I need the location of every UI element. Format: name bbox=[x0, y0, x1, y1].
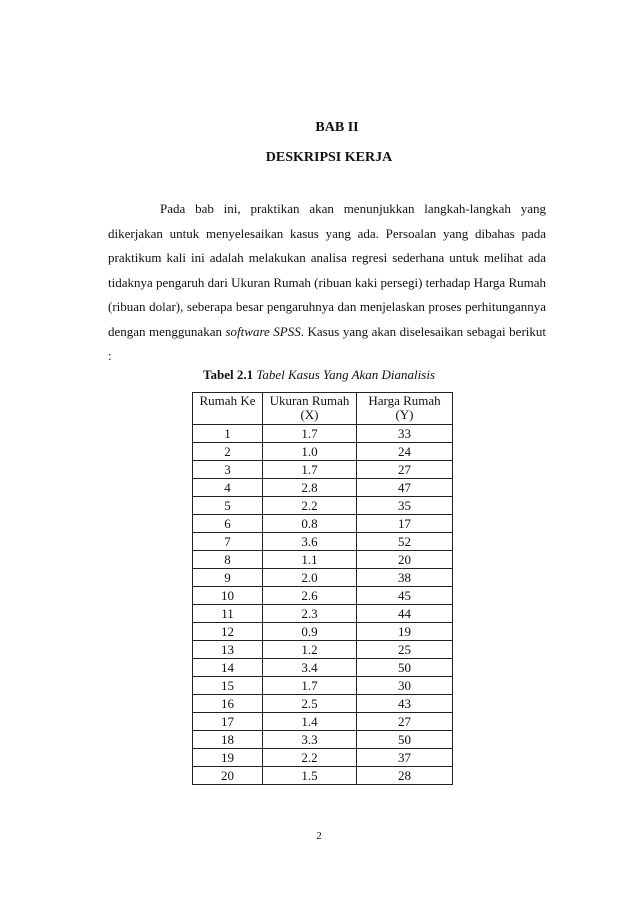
cell-rumah-ke: 2 bbox=[193, 443, 263, 461]
table-row bbox=[193, 731, 453, 749]
cell-harga-rumah: 43 bbox=[357, 695, 453, 713]
header-harga-rumah bbox=[357, 393, 453, 425]
cell-ukuran-rumah: 2.3 bbox=[263, 605, 357, 623]
table-row bbox=[193, 623, 453, 641]
header-rumah-ke bbox=[193, 393, 263, 425]
cell-rumah-ke: 11 bbox=[193, 605, 263, 623]
header-rumah-ke-text: Rumah Ke bbox=[199, 393, 256, 408]
cell-ukuran-rumah: 2.2 bbox=[263, 749, 357, 767]
cell-rumah-ke: 17 bbox=[193, 713, 263, 731]
paragraph-text-before: Pada bab ini, praktikan akan menunjukkan langkah-langkah yang dikerjakan untuk menyelesaikan kasus yang ada. Persoalan yang dibahas pada praktikum kali ini adalah melakukan analisa regresi sederhana untuk melihat ada tidaknya pengaruh dari Ukuran Rumah (ribuan kaki persegi) terhadap Harga Rumah (ribuan dolar), seberapa besar pengaruhnya dan menjelaskan proses perhitungannya dengan menggunakan bbox=[108, 201, 547, 339]
cell-rumah-ke: 7 bbox=[193, 533, 263, 551]
cell-ukuran-rumah: 2.8 bbox=[263, 479, 357, 497]
cell-ukuran-rumah: 3.3 bbox=[263, 731, 357, 749]
table-row bbox=[193, 677, 453, 695]
cell-rumah-ke: 1 bbox=[193, 425, 263, 443]
cell-rumah-ke: 3 bbox=[193, 461, 263, 479]
table-caption bbox=[0, 367, 638, 383]
cell-harga-rumah: 37 bbox=[357, 749, 453, 767]
cell-harga-rumah: 19 bbox=[357, 623, 453, 641]
table-caption-label: Tabel 2.1 bbox=[202, 367, 254, 382]
page-number: 2 bbox=[316, 830, 322, 842]
cell-harga-rumah: 27 bbox=[357, 713, 453, 731]
cell-harga-rumah: 30 bbox=[357, 677, 453, 695]
intro-paragraph bbox=[108, 197, 546, 369]
cell-harga-rumah: 47 bbox=[357, 479, 453, 497]
cell-ukuran-rumah: 3.4 bbox=[263, 659, 357, 677]
cell-rumah-ke: 13 bbox=[193, 641, 263, 659]
table-row bbox=[193, 713, 453, 731]
header-ukuran-rumah bbox=[263, 393, 357, 425]
cell-ukuran-rumah: 1.7 bbox=[263, 677, 357, 695]
table-row bbox=[193, 533, 453, 551]
cell-ukuran-rumah: 1.2 bbox=[263, 641, 357, 659]
table-row bbox=[193, 497, 453, 515]
cell-rumah-ke: 8 bbox=[193, 551, 263, 569]
cell-rumah-ke: 14 bbox=[193, 659, 263, 677]
cell-harga-rumah: 44 bbox=[357, 605, 453, 623]
cell-rumah-ke: 10 bbox=[193, 587, 263, 605]
cell-rumah-ke: 5 bbox=[193, 497, 263, 515]
cell-rumah-ke: 6 bbox=[193, 515, 263, 533]
header-ukuran-rumah-unit: (X) bbox=[300, 407, 319, 422]
cell-harga-rumah: 17 bbox=[357, 515, 453, 533]
table-row bbox=[193, 605, 453, 623]
cell-ukuran-rumah: 1.1 bbox=[263, 551, 357, 569]
paragraph-text-after: . Kasus yang akan diselesaikan sebagai berikut : bbox=[108, 323, 547, 363]
cell-harga-rumah: 52 bbox=[357, 533, 453, 551]
table-row bbox=[193, 569, 453, 587]
table-header-row bbox=[193, 393, 453, 425]
table-row bbox=[193, 695, 453, 713]
cell-harga-rumah: 25 bbox=[357, 641, 453, 659]
table-row bbox=[193, 425, 453, 443]
table-row bbox=[193, 551, 453, 569]
cell-rumah-ke: 20 bbox=[193, 767, 263, 785]
cell-ukuran-rumah: 1.7 bbox=[263, 425, 357, 443]
header-harga-rumah-text: Harga Rumah bbox=[368, 393, 441, 408]
cell-rumah-ke: 9 bbox=[193, 569, 263, 587]
cell-harga-rumah: 28 bbox=[357, 767, 453, 785]
cell-ukuran-rumah: 3.6 bbox=[263, 533, 357, 551]
cell-rumah-ke: 16 bbox=[193, 695, 263, 713]
cell-harga-rumah: 33 bbox=[357, 425, 453, 443]
table-row bbox=[193, 479, 453, 497]
table-row bbox=[193, 587, 453, 605]
table-row bbox=[193, 443, 453, 461]
cell-ukuran-rumah: 1.0 bbox=[263, 443, 357, 461]
table-row bbox=[193, 515, 453, 533]
cell-ukuran-rumah: 2.5 bbox=[263, 695, 357, 713]
table-row bbox=[193, 767, 453, 785]
cell-ukuran-rumah: 1.5 bbox=[263, 767, 357, 785]
cell-rumah-ke: 12 bbox=[193, 623, 263, 641]
cell-harga-rumah: 35 bbox=[357, 497, 453, 515]
cell-ukuran-rumah: 2.0 bbox=[263, 569, 357, 587]
header-harga-rumah-unit: (Y) bbox=[395, 407, 414, 422]
cell-harga-rumah: 27 bbox=[357, 461, 453, 479]
cell-harga-rumah: 38 bbox=[357, 569, 453, 587]
cell-harga-rumah: 20 bbox=[357, 551, 453, 569]
cell-harga-rumah: 50 bbox=[357, 659, 453, 677]
cell-rumah-ke: 4 bbox=[193, 479, 263, 497]
cell-rumah-ke: 15 bbox=[193, 677, 263, 695]
chapter-heading: BAB II bbox=[315, 120, 359, 135]
cell-ukuran-rumah: 0.8 bbox=[263, 515, 357, 533]
cell-harga-rumah: 45 bbox=[357, 587, 453, 605]
table-caption-title: Tabel Kasus Yang Akan Dianalisis bbox=[256, 367, 436, 382]
table-body bbox=[193, 425, 453, 785]
cell-ukuran-rumah: 1.4 bbox=[263, 713, 357, 731]
chapter-title: DESKRIPSI KERJA bbox=[265, 150, 393, 165]
cell-ukuran-rumah: 2.6 bbox=[263, 587, 357, 605]
cell-rumah-ke: 19 bbox=[193, 749, 263, 767]
table-row bbox=[193, 641, 453, 659]
paragraph-italic-term: software SPSS bbox=[225, 323, 301, 339]
table-row bbox=[193, 461, 453, 479]
house-data-table bbox=[192, 392, 453, 785]
cell-rumah-ke: 18 bbox=[193, 731, 263, 749]
cell-harga-rumah: 50 bbox=[357, 731, 453, 749]
cell-ukuran-rumah: 2.2 bbox=[263, 497, 357, 515]
cell-harga-rumah: 24 bbox=[357, 443, 453, 461]
table-row bbox=[193, 749, 453, 767]
table-row bbox=[193, 659, 453, 677]
cell-ukuran-rumah: 1.7 bbox=[263, 461, 357, 479]
header-ukuran-rumah-text: Ukuran Rumah bbox=[269, 393, 350, 408]
cell-ukuran-rumah: 0.9 bbox=[263, 623, 357, 641]
